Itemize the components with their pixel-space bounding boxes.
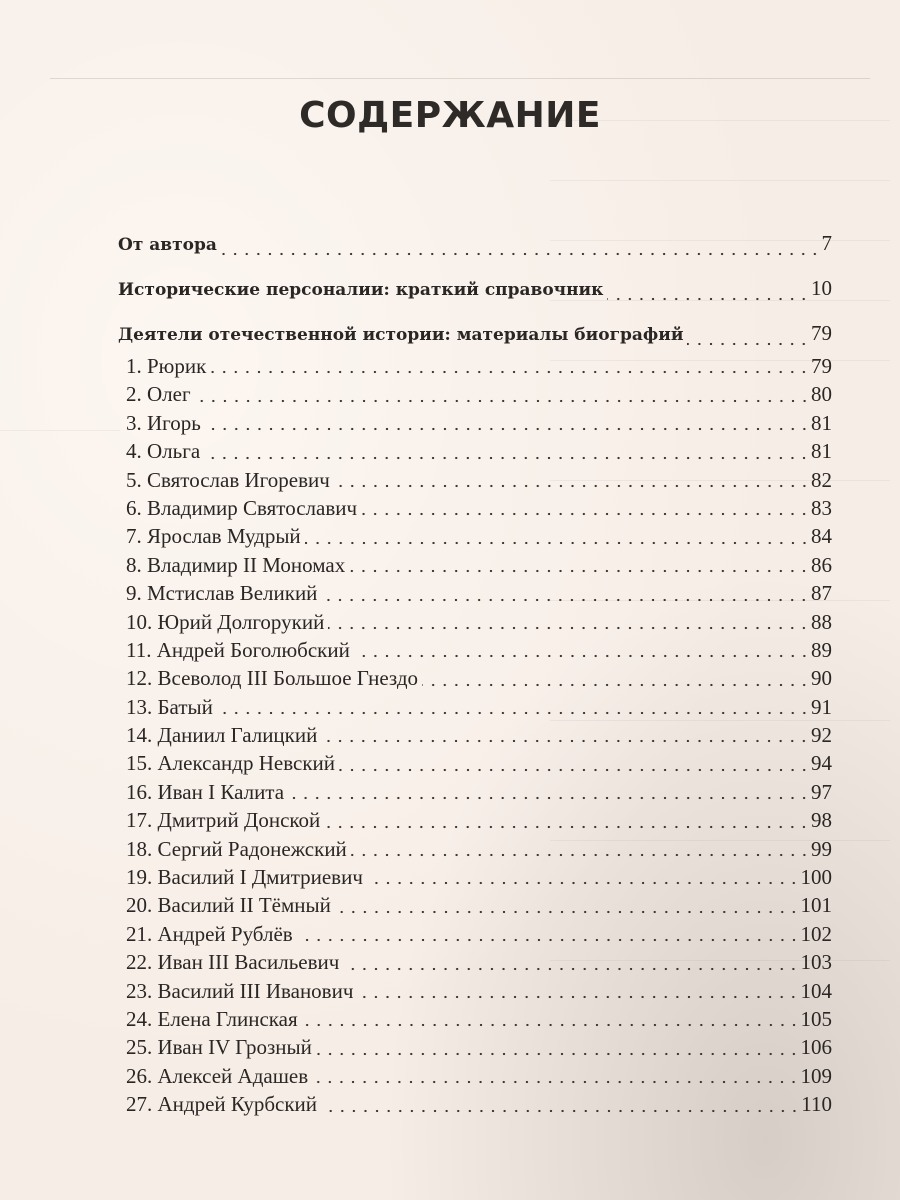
dot-leader: [288, 779, 810, 800]
toc-entry[interactable]: [118, 863, 832, 891]
toc-entry[interactable]: [118, 608, 832, 636]
table-of-contents: [118, 225, 832, 1119]
toc-entry-label: 27. Андрей Курбский: [126, 1092, 318, 1117]
toc-page-number: 7: [821, 231, 832, 255]
toc-entry-label: 21. Андрей Рублёв: [126, 921, 293, 946]
toc-page-number: 87: [811, 581, 832, 606]
toc-page-number: 79: [811, 321, 832, 345]
toc-page-number: 81: [811, 439, 832, 464]
toc-entry-label: 5. Святослав Игоревич: [126, 467, 330, 492]
toc-entry[interactable]: [118, 551, 832, 579]
dot-leader: [204, 439, 810, 460]
dot-leader: [687, 329, 810, 346]
toc-entry[interactable]: [118, 409, 832, 437]
toc-entry[interactable]: [118, 579, 832, 607]
toc-page-number: 100: [800, 865, 832, 890]
toc-page-number: 86: [811, 552, 832, 577]
toc-page-number: 105: [800, 1006, 832, 1031]
toc-entry-label: 7. Ярослав Мудрый: [126, 524, 301, 549]
toc-entry[interactable]: [118, 778, 832, 806]
dot-leader: [339, 751, 810, 772]
toc-entry-label: 24. Елена Глинская: [126, 1006, 298, 1031]
toc-page-number: 104: [800, 978, 832, 1003]
toc-entry-label: 2. Олег: [126, 382, 191, 407]
toc-entry-label: 22. Иван III Васильевич: [126, 950, 340, 975]
toc-page-number: 89: [811, 637, 832, 662]
dot-leader: [328, 609, 810, 630]
dot-leader: [357, 978, 799, 999]
toc-entry[interactable]: [118, 522, 832, 550]
dot-leader: [335, 893, 800, 914]
toc-entry-label: 9. Мстислав Великий: [126, 581, 318, 606]
toc-entry-label: 25. Иван IV Грозный: [126, 1035, 312, 1060]
toc-page-number: 81: [811, 410, 832, 435]
dot-leader: [343, 950, 799, 971]
toc-entry[interactable]: [118, 1005, 832, 1033]
toc-entry[interactable]: [118, 1033, 832, 1061]
toc-page-number: 99: [811, 836, 832, 861]
toc-section-author[interactable]: [118, 225, 832, 262]
toc-entry[interactable]: [118, 636, 832, 664]
toc-entry[interactable]: [118, 920, 832, 948]
toc-entry-label: 8. Владимир II Мономах: [126, 552, 346, 577]
toc-entry-label: 20. Василий II Тёмный: [126, 893, 331, 918]
dot-leader: [221, 239, 821, 256]
toc-page-number: 97: [811, 779, 832, 804]
toc-entry-label: 18. Сергий Радонежский: [126, 836, 347, 861]
toc-page-number: 91: [811, 694, 832, 719]
toc-entry[interactable]: [118, 494, 832, 522]
toc-entry[interactable]: [118, 352, 832, 380]
toc-entry-label: 15. Александр Невский: [126, 751, 335, 776]
dot-leader: [321, 722, 810, 743]
toc-entry[interactable]: [118, 749, 832, 777]
dot-leader: [422, 666, 810, 687]
toc-entry[interactable]: [118, 437, 832, 465]
toc-page-number: 101: [800, 893, 832, 918]
toc-entry-label: 1. Рюрик: [126, 354, 207, 378]
toc-section-label: От автора: [118, 235, 217, 255]
toc-section-label: Исторические персоналии: краткий справочник: [118, 280, 604, 300]
toc-entry[interactable]: [118, 1062, 832, 1090]
toc-entry-label: 14. Даниил Галицкий: [126, 723, 318, 748]
dot-leader: [349, 552, 810, 573]
toc-page-number: 79: [811, 354, 832, 378]
toc-entry[interactable]: [118, 977, 832, 1005]
toc-section-label: Деятели отечественной истории: материалы биографий: [118, 325, 684, 345]
dot-leader: [195, 382, 810, 403]
toc-page-number: 83: [811, 495, 832, 520]
toc-items-list: [118, 352, 832, 1119]
dot-leader: [361, 495, 810, 516]
page-title: СОДЕРЖАНИЕ: [299, 95, 601, 136]
dot-leader: [351, 836, 810, 857]
toc-entry[interactable]: [118, 380, 832, 408]
toc-entry[interactable]: [118, 721, 832, 749]
toc-entry[interactable]: [118, 891, 832, 919]
toc-entry-label: 11. Андрей Боголюбский: [126, 637, 350, 662]
toc-entry-label: 26. Алексей Адашев: [126, 1063, 309, 1088]
toc-page-number: 92: [811, 723, 832, 748]
toc-page-number: 90: [811, 666, 832, 691]
toc-page-number: 80: [811, 382, 832, 407]
toc-page-number: 103: [800, 950, 832, 975]
dot-leader: [302, 1006, 800, 1027]
toc-entry-label: 16. Иван I Калита: [126, 779, 285, 804]
toc-page-number: 88: [811, 609, 832, 634]
dot-leader: [354, 637, 810, 658]
toc-page-number: 82: [811, 467, 832, 492]
toc-section-biographies[interactable]: [118, 315, 832, 352]
dot-leader: [367, 864, 800, 885]
toc-page-number: 102: [800, 921, 832, 946]
toc-page-number: 109: [800, 1063, 832, 1088]
toc-entry-label: 3. Игорь: [126, 410, 201, 435]
dot-leader: [205, 410, 810, 431]
dot-leader: [321, 1092, 800, 1113]
toc-section-personalities[interactable]: [118, 270, 832, 307]
toc-entry-label: 12. Всеволод III Большое Гнездо: [126, 666, 419, 691]
toc-page-number: 84: [811, 524, 832, 549]
toc-entry[interactable]: [118, 806, 832, 834]
dot-leader: [334, 467, 810, 488]
toc-entry-label: 19. Василий I Дмитриевич: [126, 865, 363, 890]
bleed-through-header-rule: [50, 78, 870, 79]
toc-entry-label: 23. Василий III Иванович: [126, 978, 354, 1003]
toc-page-number: 94: [811, 751, 832, 776]
toc-page-number: 106: [800, 1035, 832, 1060]
toc-entry[interactable]: [118, 835, 832, 863]
toc-entry[interactable]: [118, 466, 832, 494]
toc-entry-label: 4. Ольга: [126, 439, 201, 464]
toc-entry-label: 10. Юрий Долгорукий: [126, 609, 325, 634]
toc-entry[interactable]: [118, 664, 832, 692]
toc-page-number: 10: [811, 276, 832, 300]
dot-leader: [321, 581, 810, 602]
toc-entry[interactable]: [118, 948, 832, 976]
dot-leader: [210, 353, 810, 374]
toc-entry-label: 6. Владимир Святославич: [126, 495, 358, 520]
dot-leader: [324, 808, 810, 829]
toc-page-number: 110: [801, 1092, 832, 1117]
dot-leader: [312, 1063, 799, 1084]
dot-leader: [607, 284, 810, 301]
dot-leader: [217, 694, 810, 715]
toc-entry-label: 17. Дмитрий Донской: [126, 808, 321, 833]
dot-leader: [316, 1035, 800, 1056]
toc-entry-label: 13. Батый: [126, 694, 213, 719]
toc-page-number: 98: [811, 808, 832, 833]
dot-leader: [297, 921, 800, 942]
toc-entry[interactable]: [118, 693, 832, 721]
dot-leader: [305, 524, 810, 545]
toc-entry[interactable]: [118, 1090, 832, 1118]
